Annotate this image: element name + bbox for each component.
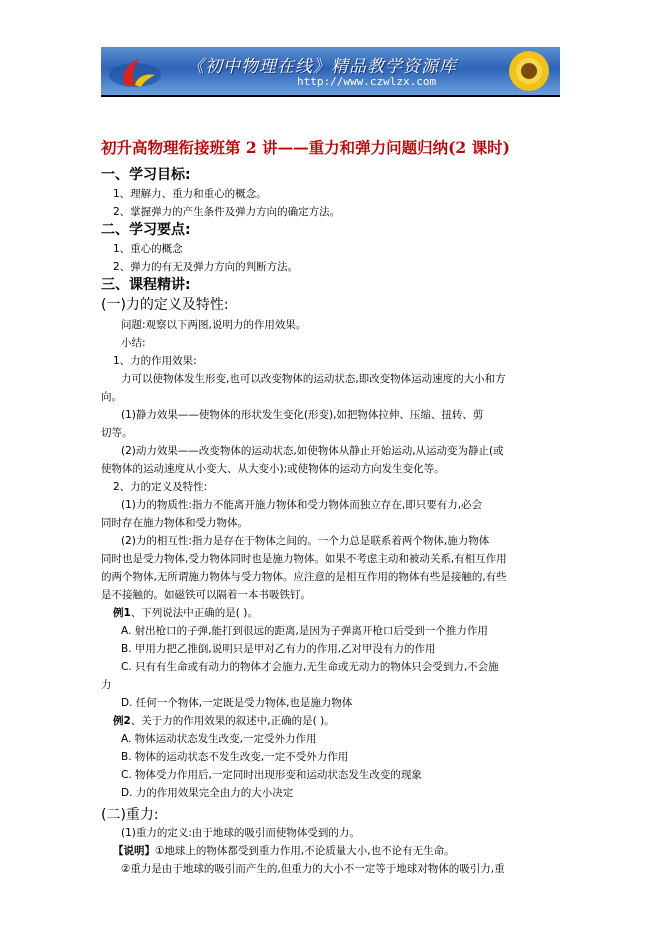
site-logo-icon [105, 51, 165, 91]
paragraph-line: (1)力的物质性:指力不能离开施力物体和受力物体而独立存在,即只要有力,必会 [121, 499, 483, 511]
option-c: C. 只有有生命或有动力的物体才会施力,无生命或无动力的物体只会受到力,不会施 [121, 661, 499, 673]
list-item: 2、弹力的有无及弹力方向的判断方法。 [113, 261, 299, 273]
paragraph-line: 使物体的运动速度从小变大、从大变小);或使物体的运动方向发生变化等。 [101, 463, 445, 475]
option-a: A. 射出枪口的子弹,能打到很远的距离,是因为子弹离开枪口后受到一个推力作用 [121, 625, 488, 637]
example-stem-text: 、关于力的作用效果的叙述中,正确的是( )。 [130, 715, 335, 727]
banner-title: 《初中物理在线》精品教学资源库 [187, 57, 457, 77]
paragraph-line: 是不接触的。如磁铁可以隔着一本书吸铁钉。 [101, 589, 311, 601]
example-stem-text: 、下列说法中正确的是( )。 [130, 607, 258, 619]
example-label: 例2 [113, 715, 131, 727]
note-line-2: ②重力是由于地球的吸引而产生的,但重力的大小不一定等于地球对物体的吸引力,重 [121, 863, 505, 875]
option-b: B. 甲用力把乙推倒,说明只是甲对乙有力的作用,乙对甲没有力的作用 [121, 643, 436, 655]
header-divider [101, 95, 560, 97]
subsection-heading-force: (一)力的定义及特性: [101, 297, 229, 313]
list-item: 2、掌握弹力的产生条件及弹力方向的确定方法。 [113, 206, 341, 218]
option-b: B. 物体的运动状态不发生改变,一定不受外力作用 [121, 751, 349, 763]
paragraph-line: 同时也是受力物体,受力物体同时也是施力物体。如果不考虑主动和被动关系,有相互作用 [101, 553, 507, 565]
paragraph-line: 切等。 [101, 427, 133, 439]
paragraph-line: 同时存在施力物体和受力物体。 [101, 517, 248, 529]
list-item: 1、理解力、重力和重心的概念。 [113, 188, 267, 200]
page-title: 初升高物理衔接班第 2 讲——重力和弹力问题归纳(2 课时) [101, 138, 510, 157]
gravity-definition: (1)重力的定义:由于地球的吸引而使物体受到的力。 [121, 827, 360, 839]
section-heading-lecture: 三、课程精讲: [101, 277, 191, 293]
example-label: 例1 [113, 607, 131, 619]
note-label: 【说明】 [113, 845, 155, 857]
option-c: C. 物体受力作用后,一定同时出现形变和运动状态发生改变的现象 [121, 769, 422, 781]
definition-heading: 2、力的定义及特性: [113, 481, 208, 493]
example-2-stem [113, 714, 335, 728]
note-line-1 [113, 844, 455, 858]
option-c-cont: 力 [101, 679, 112, 691]
paragraph-line: (2)动力效果——改变物体的运动状态,如使物体从静止开始运动,从运动变为静止(或 [121, 445, 504, 457]
subsection-heading-gravity: (二)重力: [101, 807, 159, 823]
option-d: D. 任何一个物体,一定既是受力物体,也是施力物体 [121, 697, 353, 709]
header-banner [101, 47, 560, 95]
sunflower-icon [499, 49, 557, 93]
paragraph-line: 的两个物体,无所谓施力物体与受力物体。应注意的是相互作用的物体有些是接触的,有些 [101, 571, 507, 583]
list-item: 1、重心的概念 [113, 243, 183, 255]
paragraph-line: (1)静力效果——使物体的形状发生变化(形变),如把物体拉伸、压缩、扭转、剪 [121, 409, 484, 421]
note-text: ①地球上的物体都受到重力作用,不论质量大小,也不论有无生命。 [155, 845, 455, 857]
summary-label: 小结: [121, 337, 146, 349]
example-1-stem [113, 606, 258, 620]
section-heading-goals: 一、学习目标: [101, 167, 191, 183]
option-a: A. 物体运动状态发生改变,一定受外力作用 [121, 733, 317, 745]
paragraph-line: (2)力的相互性:指力是存在于物体之间的。一个力总是联系着两个物体,施力物体 [121, 535, 490, 547]
banner-url[interactable]: http://www.czwlzx.com [297, 75, 437, 88]
effect-heading: 1、力的作用效果: [113, 355, 197, 367]
paragraph-line: 向。 [101, 391, 122, 403]
option-d: D. 力的作用效果完全由力的大小决定 [121, 787, 294, 799]
paragraph-line: 力可以使物体发生形变,也可以改变物体的运动状态,即改变物体运动速度的大小和方 [121, 373, 506, 385]
section-heading-points: 二、学习要点: [101, 222, 191, 238]
question-text: 问题:观察以下两图,说明力的作用效果。 [121, 319, 307, 331]
